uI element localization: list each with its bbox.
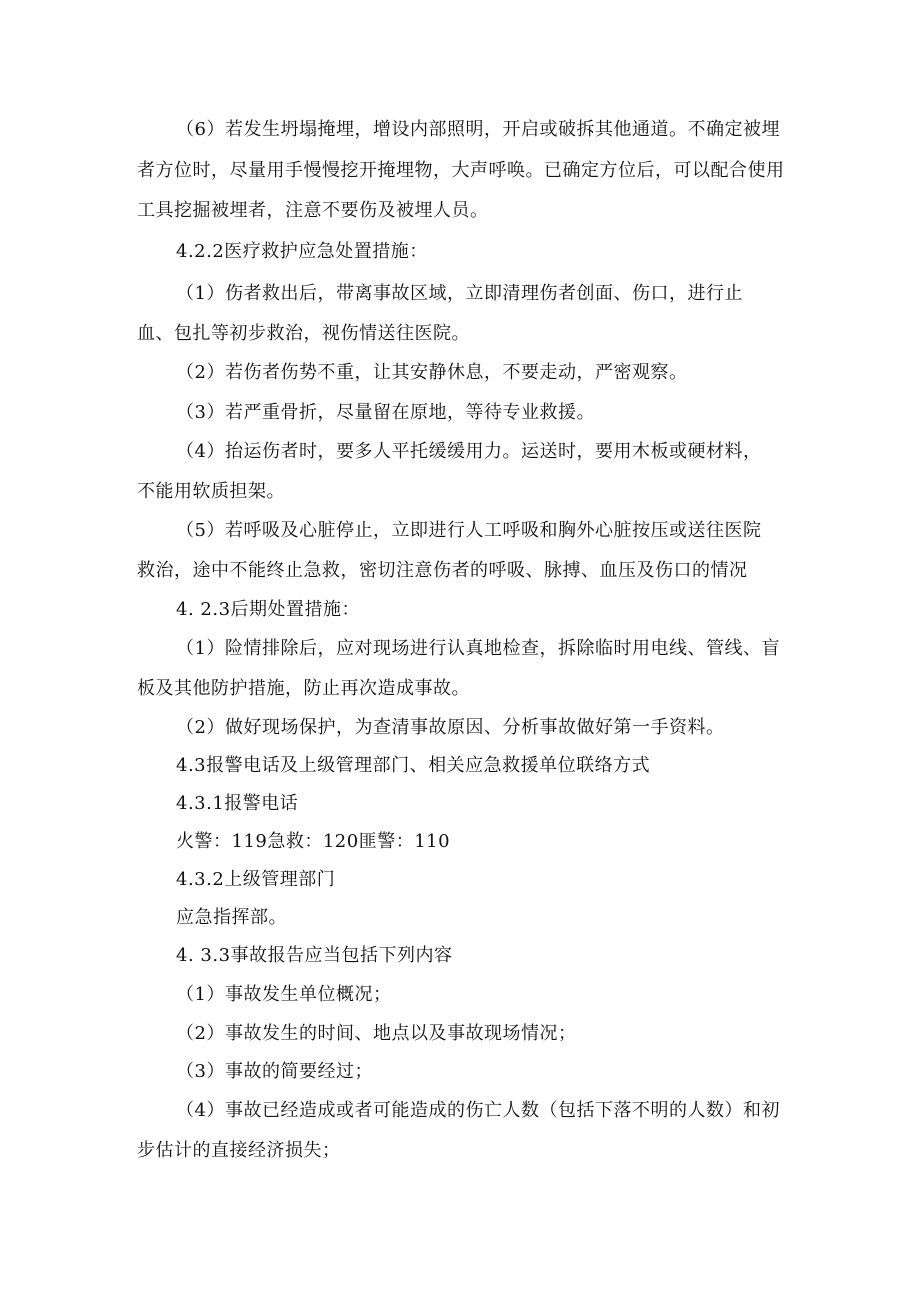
section-heading: 4.3报警电话及上级管理部门、相关应急救援单位联络方式	[176, 755, 651, 776]
paragraph-line: （2）若伤者伤势不重，让其安静休息，不要走动，严密观察。	[176, 362, 688, 383]
paragraph-line: 步估计的直接经济损失；	[137, 1140, 341, 1161]
section-heading: 4.3.1报警电话	[176, 793, 299, 814]
paragraph-line: （1）险情排除后，应对现场进行认真地检查，拆除临时用电线、管线、盲	[176, 638, 780, 659]
section-heading: 4.3.2上级管理部门	[176, 869, 336, 890]
paragraph-line: 血、包扎等初步救治，视伤情送往医院。	[137, 323, 470, 344]
paragraph-line: （1）伤者救出后，带离事故区域，立即清理伤者创面、伤口，进行止	[176, 283, 743, 304]
paragraph-line: （3）若严重骨折，尽量留在原地，等待专业救援。	[176, 402, 595, 423]
paragraph-line: 工具挖掘被埋者，注意不要伤及被埋人员。	[137, 200, 489, 221]
phone-numbers: 火警：119急救：120匪警：110	[176, 831, 451, 852]
paragraph-line: 不能用软质担架。	[137, 481, 285, 502]
section-heading: 4. 3.3事故报告应当包括下列内容	[176, 945, 453, 966]
list-item: （3）事故的简要经过；	[176, 1061, 373, 1082]
paragraph-line: （5）若呼吸及心脏停止，立即进行人工呼吸和胸外心脏按压或送往医院	[176, 520, 762, 541]
paragraph-line: （4）抬运伤者时，要多人平托缓缓用力。运送时，要用木板或硬材料，	[176, 441, 762, 462]
list-item: （2）事故发生的时间、地点以及事故现场情况；	[176, 1023, 577, 1044]
section-heading: 4.2.2医疗救护应急处置措施：	[176, 241, 428, 262]
paragraph-line: 救治，途中不能终止急救，密切注意伤者的呼吸、脉搏、血压及伤口的情况	[137, 560, 748, 581]
paragraph-line: 者方位时，尽量用手慢慢挖开掩埋物，大声呼唤。已确定方位后，可以配合使用	[137, 160, 785, 181]
paragraph-line: 应急指挥部。	[176, 907, 287, 928]
paragraph-line: （6）若发生坍塌掩埋，增设内部照明，开启或破拆其他通道。不确定被埋	[176, 119, 780, 140]
section-heading: 4. 2.3后期处置措施：	[176, 599, 361, 620]
list-item: （4）事故已经造成或者可能造成的伤亡人数（包括下落不明的人数）和初	[176, 1100, 780, 1121]
paragraph-line: 板及其他防护措施，防止再次造成事故。	[137, 678, 470, 699]
paragraph-line: （2）做好现场保护，为查清事故原因、分析事故做好第一手资料。	[176, 717, 725, 738]
list-item: （1）事故发生单位概况；	[176, 984, 392, 1005]
